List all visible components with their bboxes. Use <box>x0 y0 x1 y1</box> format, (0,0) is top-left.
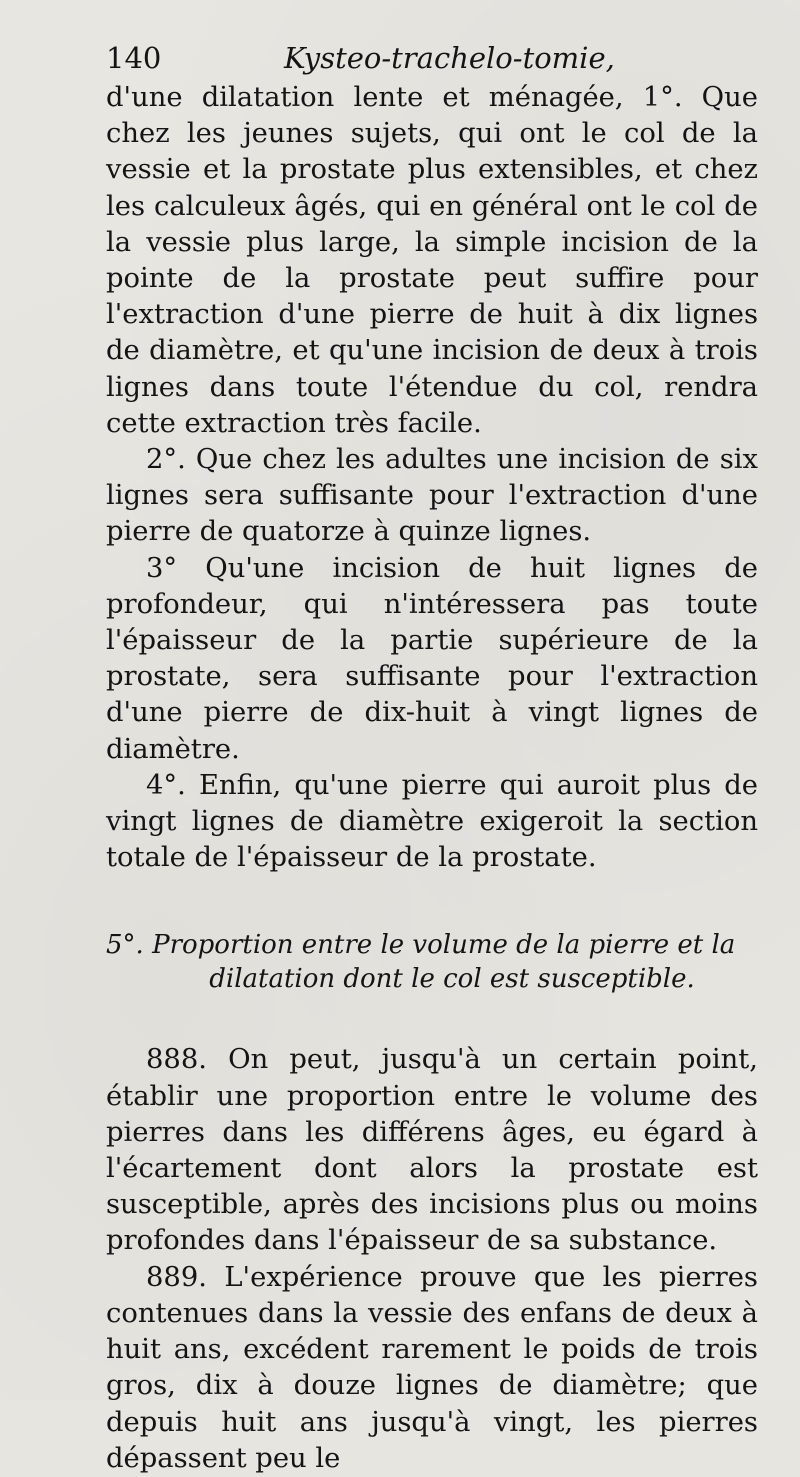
paragraph-continuation: d'une dilatation lente et ménagée, 1°. Que chez les jeunes sujets, qui ont le col de la vessie et la prostate plus extensibles, et chez les calculeux âgés, qui en général ont le col de la vessie plus large, la simple incision de la pointe de la prostate peut suffire pour l'extraction d'une pierre de huit à dix lignes de diamètre, et qu'une incision de deux à trois lignes dans toute l'étendue du col, rendra cette extraction très facile. <box>106 82 758 439</box>
paragraph-2: 2°. Que chez les adultes une incision de six lignes sera suffisante pour l'extraction d'une pierre de quatorze à quinze lignes. <box>106 444 758 548</box>
running-title: Kysteo-trachelo-tomie, <box>284 41 615 75</box>
section-heading-line1: 5°. Proportion entre le volume de la pierre et la <box>106 930 736 961</box>
paragraph-3: 3° Qu'une incision de huit lignes de profondeur, qui n'intéressera pas toute l'épaisseur de la partie supérieure de la prostate, sera suffisante pour l'extraction d'une pierre de dix-huit à vingt lignes de diamètre. <box>106 552 758 765</box>
page-number: 140 <box>106 41 162 75</box>
section-heading <box>106 928 758 996</box>
body-text <box>106 80 758 1477</box>
section-heading-line2: dilatation dont le col est susceptible. <box>209 964 695 995</box>
paragraph-4: 4°. Enfin, qu'une pierre qui auroit plus de vingt lignes de diamètre exigeroit la section totale de l'épaisseur de la prostate. <box>106 769 758 874</box>
paragraph-889: 889. L'expérience prouve que les pierres contenues dans la vessie des enfans de deux à huit ans, excédent rarement le poids de trois gros, dix à douze lignes de diamètre; que depuis huit ans jusqu'à vingt, les pierres dépassent peu le <box>106 1261 758 1474</box>
running-head <box>106 36 758 80</box>
paragraph-888: 888. On peut, jusqu'à un certain point, établir une proportion entre le volume des pierres dans les différens âges, eu égard à l'écartement dont alors la prostate est susceptible, après des incisions plus ou moins profondes dans l'épaisseur de sa substance. <box>106 1044 758 1257</box>
